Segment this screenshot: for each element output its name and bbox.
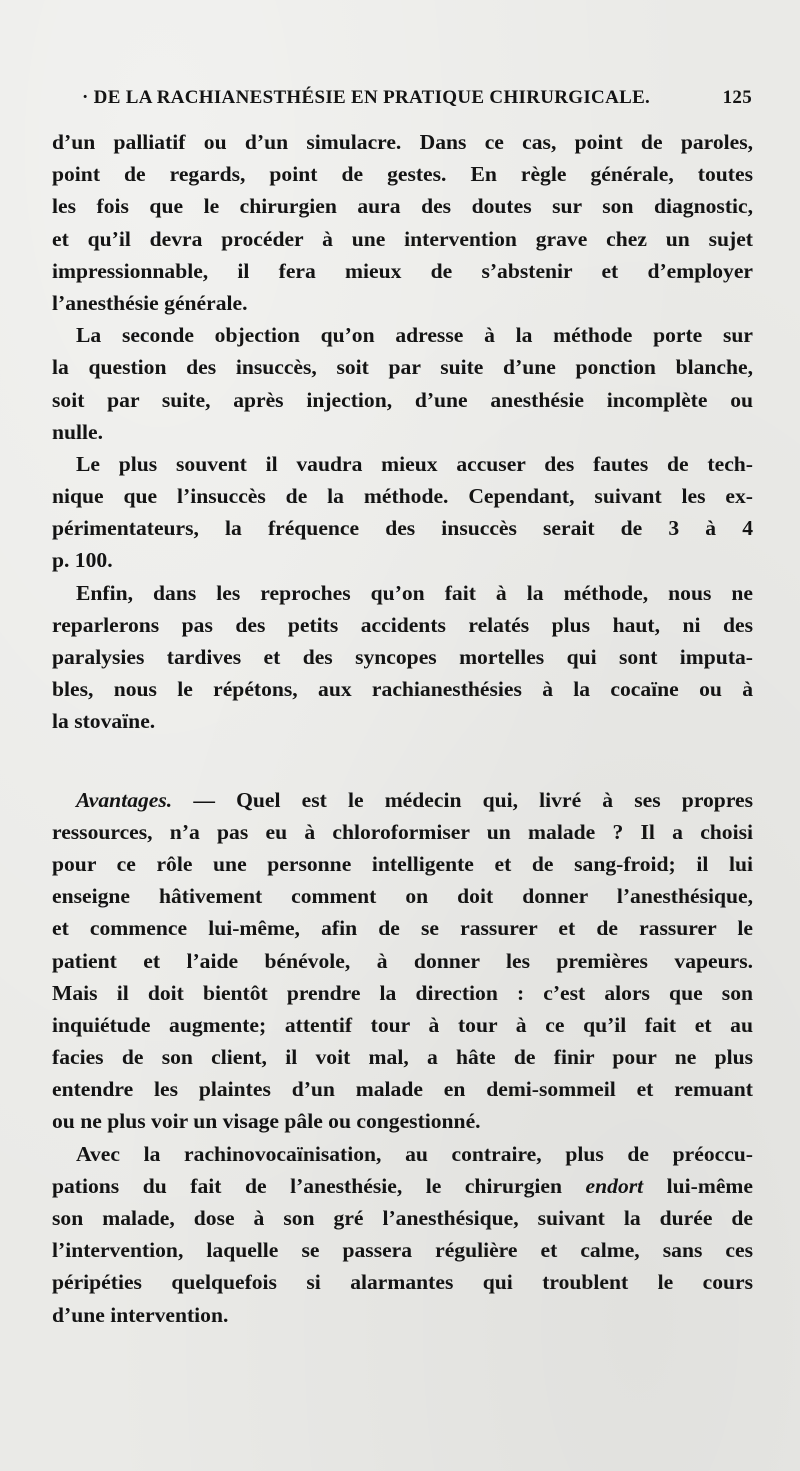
text-line: p. 100. [52, 548, 113, 573]
text-line: point de regards, point de gestes. En règle générale, toutes [52, 162, 753, 187]
page-number: 125 [722, 87, 752, 108]
running-title: · DE LA RACHIANESTHÉSIE EN PRATIQUE CHIRURGICALE. [82, 87, 651, 108]
text-line: impressionnable, il fera mieux de s’abstenir et d’employer [52, 258, 753, 283]
text-line: entendre les plaintes d’un malade en demi-sommeil et remuant [52, 1077, 753, 1102]
text-line: ou ne plus voir un visage pâle ou congestionné. [52, 1109, 481, 1134]
text-line: reparlerons pas des petits accidents relatés plus haut, ni des [52, 612, 753, 637]
text-line [52, 1170, 753, 1202]
text-line: et commence lui-même, afin de se rassurer et de rassurer le [52, 916, 753, 941]
body-text [52, 126, 753, 1331]
paragraph-1 [52, 126, 753, 319]
text-line: les fois que le chirurgien aura des doutes sur son diagnostic, [52, 194, 753, 219]
text-line: pour ce rôle une personne intelligente et de sang-froid; il lui [52, 851, 753, 876]
text-line [52, 784, 753, 816]
text-line: nulle. [52, 419, 104, 444]
paragraph-6 [52, 1138, 753, 1331]
text-line: la question des insuccès, soit par suite d’une ponction blanche, [52, 355, 753, 380]
text-line: Le plus souvent il vaudra mieux accuser des fautes de tech- [76, 451, 753, 476]
paragraph-avantages [52, 784, 753, 1138]
text-line: l’anesthésie générale. [52, 290, 248, 315]
text-line: d’une intervention. [52, 1302, 229, 1327]
text-line: soit par suite, après injection, d’une anesthésie incomplète ou [52, 387, 753, 412]
paragraph-4 [52, 577, 753, 738]
text-line: péripéties quelquefois si alarmantes qui troublent le cours [52, 1270, 753, 1295]
section-gap [52, 738, 753, 784]
text-line: bles, nous le répétons, aux rachianesthésies à la cocaïne ou à [52, 677, 753, 702]
text-line: nique que l’insuccès de la méthode. Cependant, suivant les ex- [52, 484, 753, 509]
text-line: La seconde objection qu’on adresse à la méthode porte sur [76, 323, 753, 348]
text-line: enseigne hâtivement comment on doit donner l’anesthésique, [52, 884, 753, 909]
text-run: lui-même [643, 1173, 754, 1198]
running-head [62, 87, 752, 117]
text-line: Avec la rachinovocaïnisation, au contraire, plus de préoccu- [76, 1141, 753, 1166]
text-line: paralysies tardives et des syncopes mortelles qui sont imputa- [52, 645, 753, 669]
text-line: facies de son client, il voit mal, a hâte de finir pour ne plus [52, 1045, 753, 1070]
text-run: pations du fait de l’anesthésie, le chirurgien [52, 1173, 586, 1198]
text-line: inquiétude augmente; attentif tour à tour à ce qu’il fait et au [52, 1012, 753, 1037]
text-line: et qu’il devra procéder à une intervention grave chez un sujet [52, 226, 753, 251]
text-line: d’un palliatif ou d’un simulacre. Dans ce cas, point de paroles, [52, 130, 753, 154]
text-run: — Quel est le médecin qui, livré à ses propres [172, 787, 753, 812]
text-line: patient et l’aide bénévole, à donner les premières vapeurs. [52, 948, 753, 973]
italic-word: endort [585, 1173, 644, 1198]
section-heading-avantages: Avantages. [76, 787, 173, 812]
text-line: périmentateurs, la fréquence des insuccès serait de 3 à 4 [52, 516, 753, 541]
paragraph-2 [52, 319, 753, 448]
text-line: l’intervention, laquelle se passera régulière et calme, sans ces [52, 1238, 753, 1263]
text-line: son malade, dose à son gré l’anesthésique, suivant la durée de [52, 1206, 753, 1230]
text-line: ressources, n’a pas eu à chloroformiser un malade ? Il a choisi [52, 819, 753, 844]
text-line: la stovaïne. [52, 709, 156, 734]
text-line: Enfin, dans les reproches qu’on fait à la méthode, nous ne [76, 580, 753, 605]
text-line: Mais il doit bientôt prendre la direction : c’est alors que son [52, 980, 753, 1005]
paragraph-3 [52, 448, 753, 577]
